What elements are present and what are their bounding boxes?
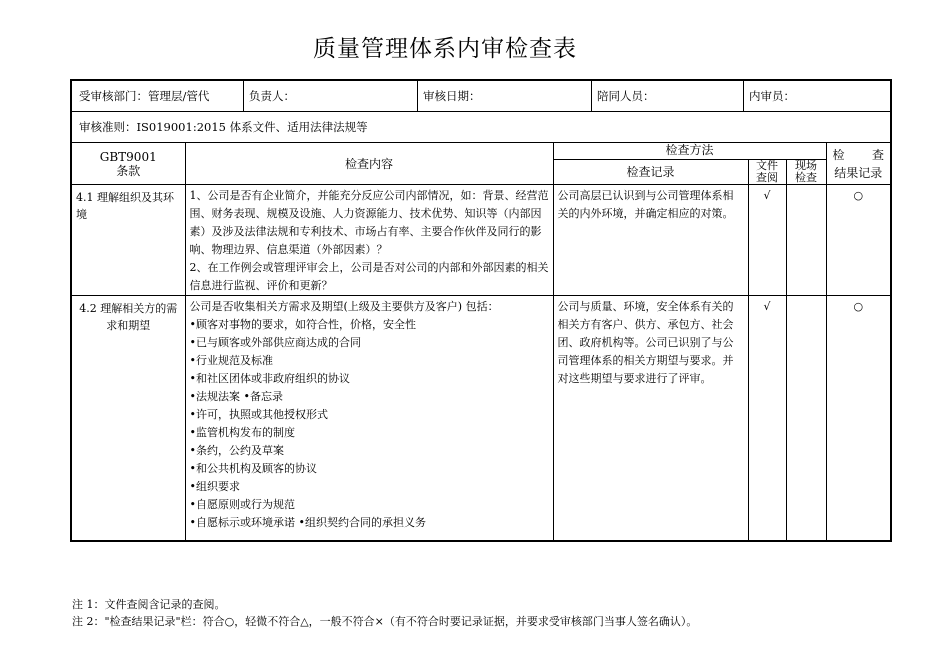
content-item: •监管机构发布的制度 — [189, 426, 295, 439]
site-check-header-line2: 检查 — [795, 171, 817, 184]
audit-checklist-table — [70, 79, 892, 542]
doc-review-mark: √ — [748, 185, 786, 296]
doc-review-mark: √ — [748, 296, 786, 541]
result-header — [826, 143, 891, 185]
result-header-line2: 结果记录 — [834, 165, 883, 180]
footnote-1: 注 1：文件查阅含记录的查阅。 — [72, 598, 226, 611]
record-cell: 公司高层已认识到与公司管理体系相关的内外环境，并确定相应的对策。 — [553, 185, 748, 296]
page-title: 质量管理体系内审检查表 — [313, 36, 577, 62]
site-check-header-line1: 现场 — [795, 159, 817, 172]
content-item: •许可，执照或其他授权形式 — [189, 408, 328, 421]
record-header: 检查记录 — [553, 160, 748, 185]
content-item: 公司是否收集相关方需求及期望(上级及主要供方及客户) 包括： — [189, 300, 499, 313]
audit-criteria: 审核准则：IS019001:2015 体系文件、适用法律法规等 — [71, 112, 891, 143]
record-cell: 公司与质量、环境，安全体系有关的相关方有客户、供方、承包方、社会团、政府机构等。公司已识别了与公司管理体系的相关方期望与要求。并对这些期望与要求进行了评审。 — [553, 296, 748, 541]
site-check-mark — [786, 185, 826, 296]
site-check-header — [786, 160, 826, 185]
content-item: •法规法案 •备忘录 — [189, 390, 283, 403]
table-row — [71, 296, 891, 541]
internal-auditor: 内审员： — [749, 89, 795, 103]
audit-info-row — [71, 80, 891, 112]
doc-review-header-line2: 查阅 — [756, 171, 778, 184]
content-item: •和公共机构及顾客的协议 — [189, 462, 317, 475]
clause-cell: 4.2 理解相关方的需求和期望 — [71, 296, 185, 541]
content-item: 1、公司是否有企业简介，并能充分反应公司内部情况，如：背景、经营范围、财务表现、规模及设施、人力资源能力、技术优势、知识等（内部因素）及涉及法律法规和专利技术、市场占有率、主要合作伙伴及同行的影响、物理边界、信息渠道（外部因素）？ — [189, 189, 549, 256]
audit-criteria-row — [71, 112, 891, 143]
result-mark: ○ — [826, 185, 891, 296]
method-header: 检查方法 — [553, 143, 826, 160]
content-item: •和社区团体或非政府组织的协议 — [189, 372, 350, 385]
table-row — [71, 185, 891, 296]
footnotes — [72, 596, 697, 630]
content-item: •自愿原则或行为规范 — [189, 498, 295, 511]
site-check-mark — [786, 296, 826, 541]
content-item: •顾客对事物的要求，如符合性，价格，安全性 — [189, 318, 416, 331]
content-item: •自愿标示或环境承诺 •组织契约合同的承担义务 — [189, 516, 426, 529]
content-cell — [185, 296, 553, 541]
content-cell — [185, 185, 553, 296]
content-item: •条约，公约及草案 — [189, 444, 284, 457]
clause-header — [71, 143, 185, 185]
content-item: •行业规范及标准 — [189, 354, 273, 367]
content-header: 检查内容 — [185, 143, 553, 185]
result-mark: ○ — [826, 296, 891, 541]
content-item: •已与顾客或外部供应商达成的合同 — [189, 336, 361, 349]
clause-cell: 4.1 理解组织及其环境 — [71, 185, 185, 296]
audit-date: 审核日期： — [418, 81, 592, 111]
doc-review-header — [748, 160, 786, 185]
result-header-line1: 检 查 — [832, 147, 885, 162]
responsible-person: 负责人： — [244, 81, 418, 111]
column-header-row-1 — [71, 143, 891, 160]
content-item: 2、在工作例会或管理评审会上，公司是否对公司的内部和外部因素的相关信息进行监视、评价和更新？ — [189, 261, 549, 292]
content-item: •组织要求 — [189, 480, 240, 493]
clause-header-label: 条款 — [116, 163, 141, 178]
clause-header-standard: GBT9001 — [99, 149, 157, 164]
audited-department: 受审核部门：管理层/管代 — [72, 81, 244, 111]
accompanying-personnel: 陪同人员： — [592, 81, 744, 111]
footnote-2: 注 2："检查结果记录"栏：符合○，轻微不符合△，一般不符合×（有不符合时要记录证据，并要求受审核部门当事人签名确认）。 — [72, 615, 698, 628]
doc-review-header-line1: 文件 — [756, 159, 778, 172]
